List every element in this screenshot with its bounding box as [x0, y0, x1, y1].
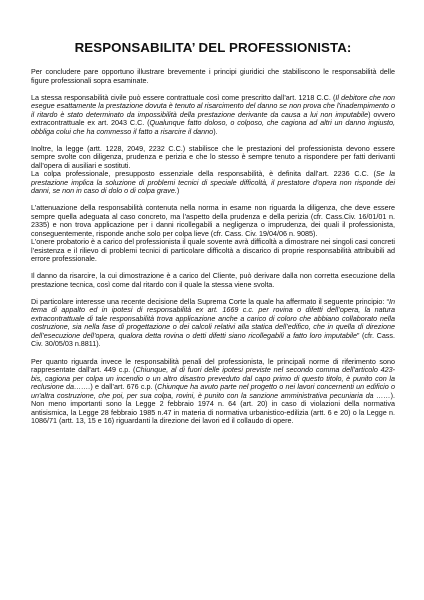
paragraph-danno [31, 272, 395, 289]
paragraph-text: ) [176, 186, 180, 196]
paragraph-text: La stessa responsabilità civile può essere contrattuale così come prescritto dall’art. 1218 C.C. ( [31, 92, 336, 102]
paragraph-onere [31, 238, 395, 264]
paragraph-text: L’onere probatorio è a carico del professionista il quale sovente avrà difficoltà a dimostrare nei singoli casi concreti l’esistenza e il rilievo di problemi tecnici di particolare difficoltà a discarico di proprie responsabilità attribuibili ad errore professionale. [31, 237, 395, 264]
paragraph-text: ). [213, 126, 218, 136]
paragraph-contrattuale [31, 94, 395, 137]
document-body [31, 68, 395, 426]
quoted-text: Se la prestazione implica la soluzione di problemi tecnici di speciale difficoltà, il prestatore d'opera non risponde dei danni, se non in caso di dolo o di colpa grave. [31, 169, 395, 196]
quoted-text: In tema di appalto ed in ipotesi di responsabilità ex art. 1669 c.c. per rovina o difetti dell’opera, la natura extracontrattuale di tale responsabilità trova applicazione anche a carico di coloro che abbiano collaborato nella costruzione, sia nella fase di progettazione o dei calcoli relativi alla statica dell’edifico, che in quella di direzione dell’esecuzione dell’opera, qualora detta rovina o detti difetti siano ricollegabili a fatto loro imputabile [31, 296, 395, 340]
quoted-text: Chiunque ha avuto parte nel progetto o nei lavori concernenti un edificio o un'altra costruzione, che poi, per sua colpa, rovini, è punito con la sanzione amministrativa pecuniaria da …… [31, 382, 396, 400]
quoted-text: Qualunque fatto doloso, o colposo, che cagiona ad altri un danno ingiusto, obbliga colui che ha commesso il fatto a risarcire il danno [31, 118, 395, 136]
paragraph-text: La colpa professionale, presupposto essenziale della responsabilità, è definita dall’art. 2236 C.C. ( [31, 169, 376, 179]
paragraph-text: Inoltre, la legge (artt. 1228, 2049, 2232 C.C.) stabilisce che le prestazioni del professionista devono essere sempre svolte con diligenza, prudenza e perizia e che lo stesso è sempre tenuto a rispondere per fatti derivanti dall’opera di ausiliari e sostituti. [31, 143, 395, 170]
paragraph-text: ) e dall’art. 676 c.p. ( [90, 382, 158, 392]
paragraph-cassazione [31, 298, 395, 349]
paragraph-text: Per concludere pare opportuno illustrare brevemente i principi giuridici che stabiliscono le responsabilità delle figure professionali sopra esaminate. [31, 67, 395, 85]
paragraph-penali [31, 358, 395, 426]
document-page [31, 40, 395, 434]
quoted-text: Il debitore che non esegue esattamente la prestazione dovuta è tenuto al risarcimento del danno se non prova che l'inadempimento o il ritardo è stato determinato da impossibilità della prestazione derivante da causa a lui non imputabile [31, 92, 396, 119]
paragraph-text: Per quanto riguarda invece le responsabilità penali del professionista, le principali norme di riferimento sono rappresentate dall’art. 449 c.p. ( [31, 356, 395, 375]
paragraph-legge [31, 145, 395, 171]
paragraph-intro [31, 68, 395, 85]
paragraph-text: ” (cfr. Cass. Civ. 30/05/03 n.8811). [31, 330, 395, 349]
paragraph-text: Il danno da risarcire, la cui dimostrazione è a carico del Cliente, può derivare dalla non corretta esecuzione della prestazione tecnica, così come dal ritardo con il quale la stessa viene svolta. [31, 271, 395, 289]
paragraph-text: ). Non meno importanti sono la Legge 2 febbraio 1974 n. 64 (art. 20) in caso di violazioni della normativa antisismica, la Legge 28 febbraio 1985 n.47 in materia di normativa urbanistico-edilizia (artt. 6 e 20) o la Legge n. 1086/71 (artt. 13, 15 e 16) riguardanti la direzione dei lavori ed il collaudo di opere. [31, 390, 395, 426]
paragraph-text: Di particolare interesse una recente decisione della Suprema Corte la quale ha affermato il seguente principio: “ [31, 296, 389, 306]
paragraph-text: ) ovvero extracontrattuale ex art. 2043 C.C. ( [31, 109, 395, 128]
paragraph-attenuazione [31, 204, 395, 238]
quoted-text: Chiunque, al di fuori delle ipotesi previste nel secondo comma dell'articolo 423-bis, cagiona per colpa un incendio o un altro disastro preveduto dal capo primo di questo titolo, è punito con la reclusione da……. [31, 365, 396, 392]
page-title: RESPONSABILITA’ DEL PROFESSIONISTA: [74, 40, 352, 55]
paragraph-colpa [31, 170, 395, 196]
paragraph-text: L’attenuazione della responsabilità contenuta nella norma in esame non riguarda la diligenza, che deve essere sempre quella adeguata al caso concreto, ma l’aspetto della prudenza e della perizia (cfr. Cass.Civ. 16/01/01 n. 2335) e non trova applicazione per i danni ricollegabili a negligenza o imprudenza, dei quali il professionista, conseguentemente, risponde anche solo per colpa lieve (cfr. Cass. Civ. 19/04/06 n. 9085). [31, 203, 395, 238]
